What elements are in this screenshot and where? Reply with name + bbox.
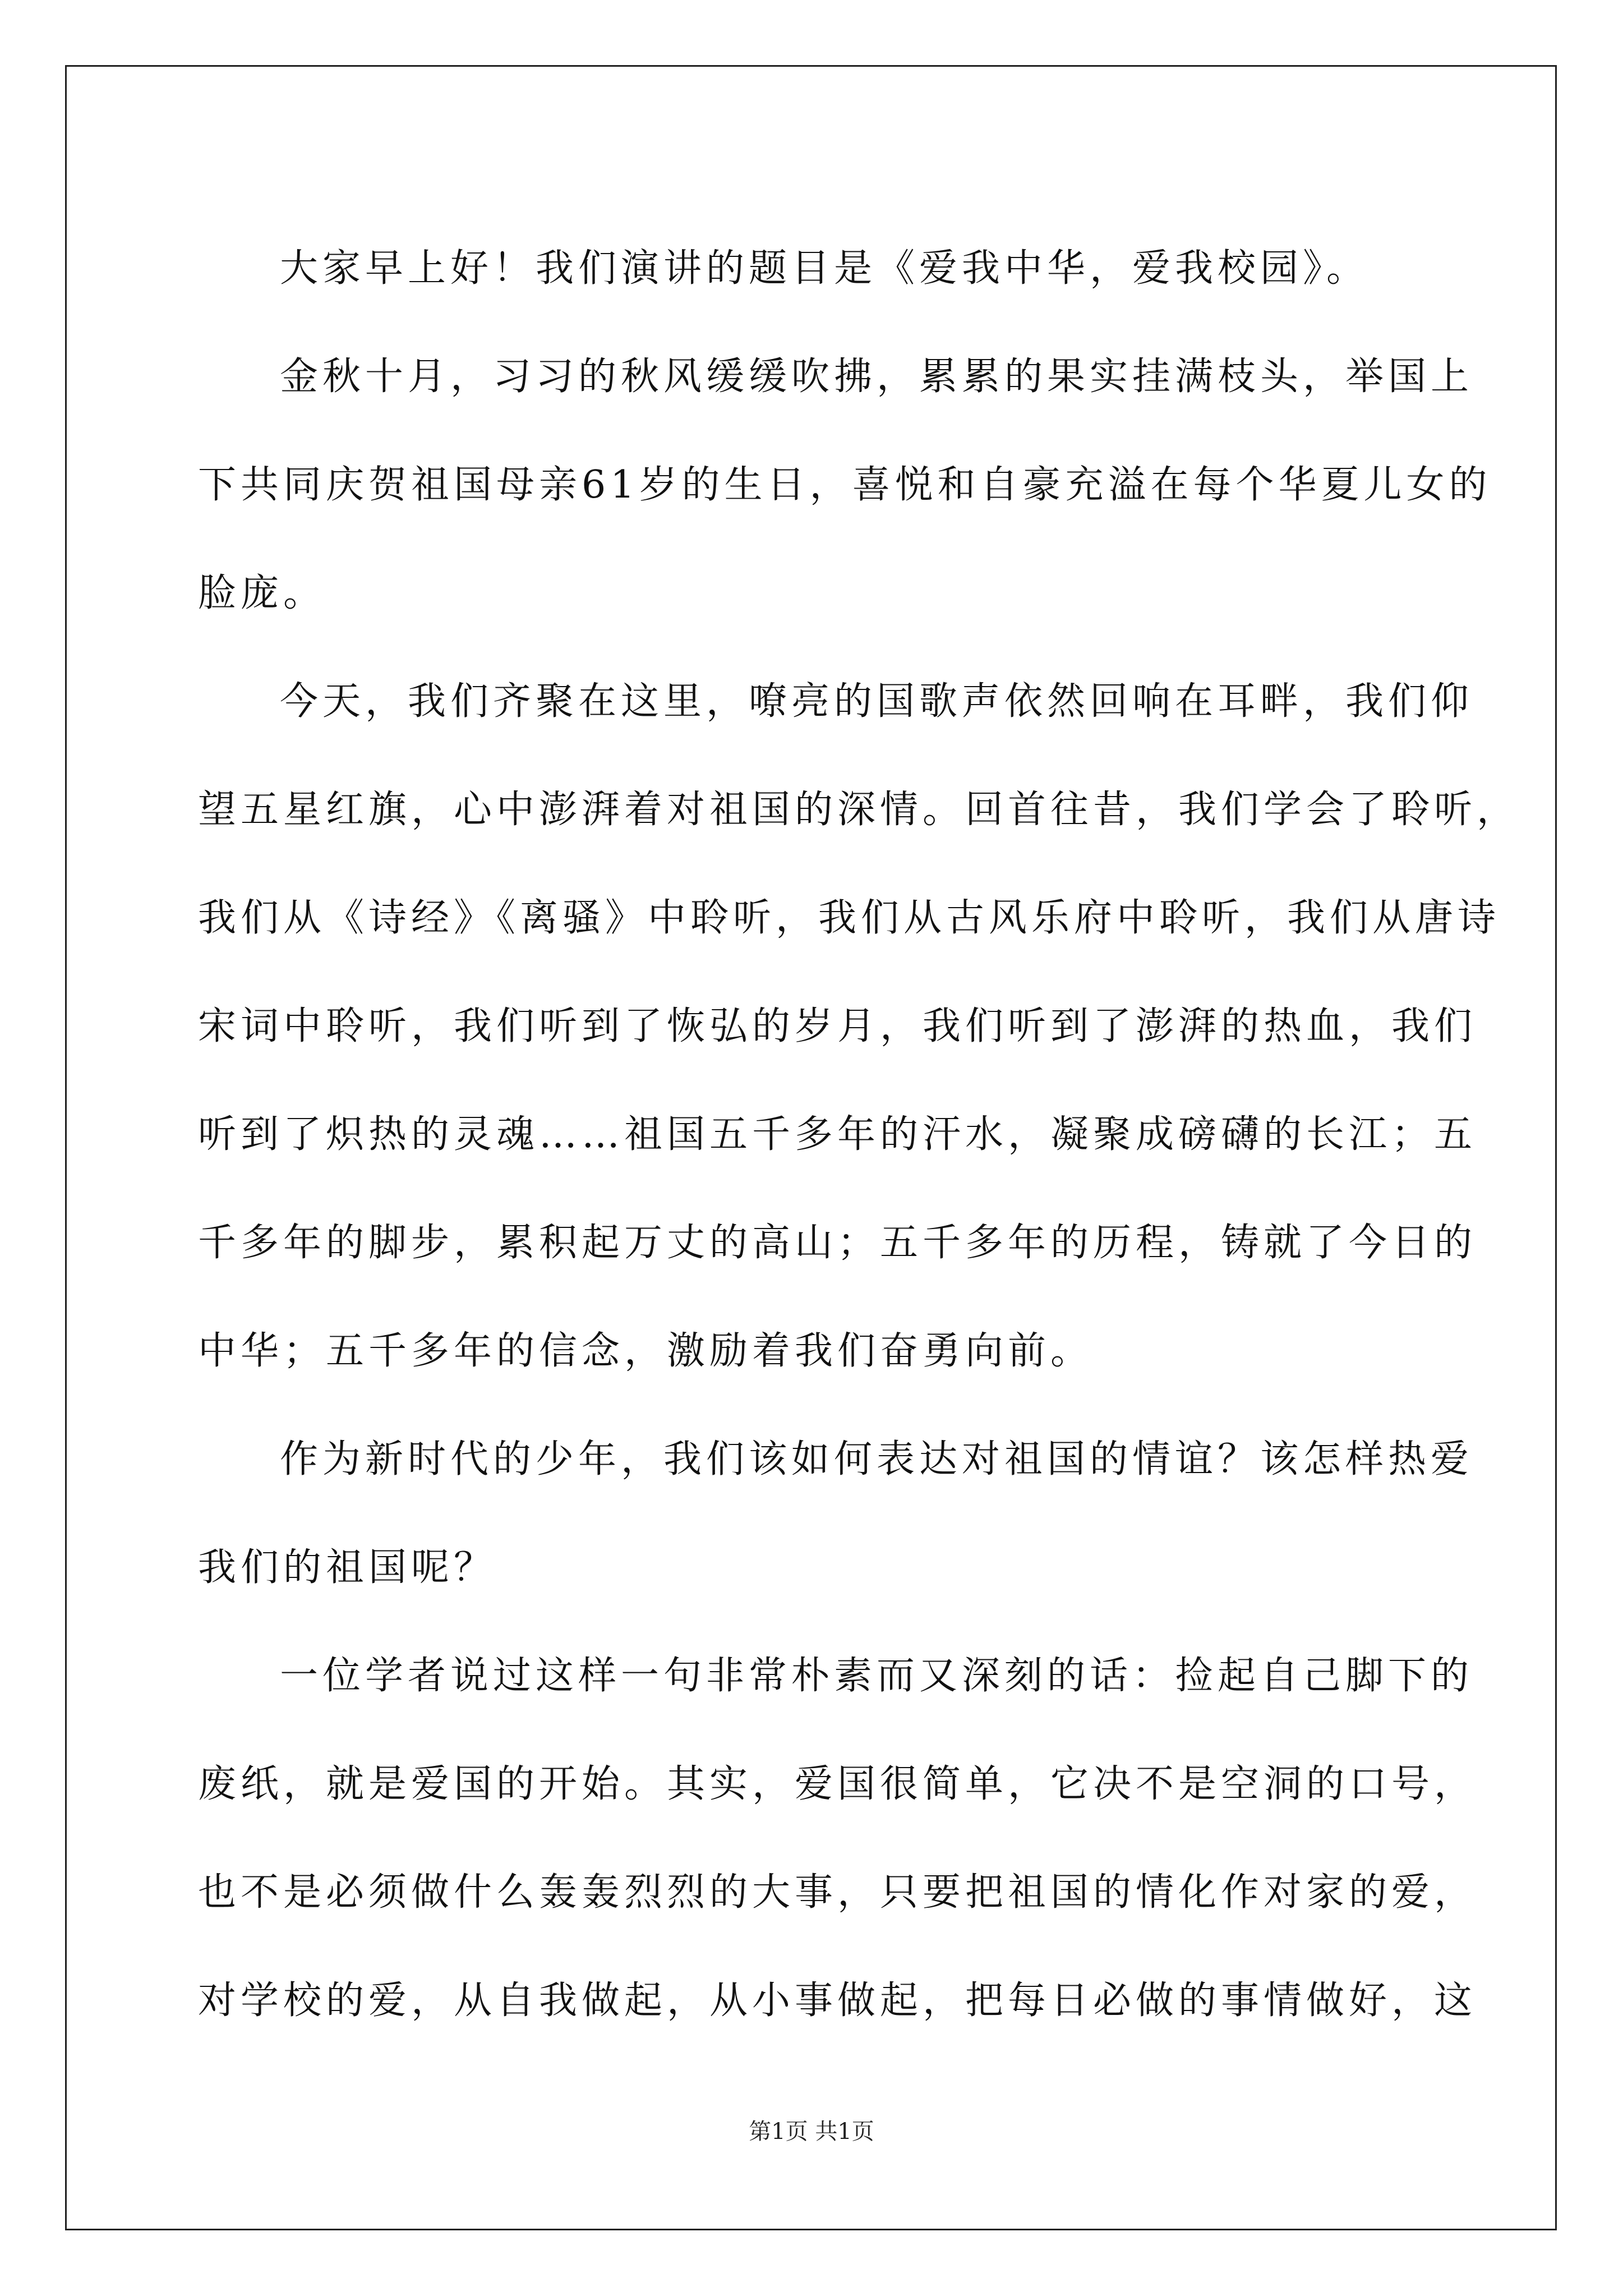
page-number-label: 第1页 共1页 bbox=[749, 2119, 874, 2145]
text-line: 脸庞。 bbox=[198, 571, 326, 615]
text-line: 大家早上好！我们演讲的题目是《爱我中华，爱我校园》。 bbox=[280, 246, 1370, 291]
text-line: 我们的祖国呢？ bbox=[198, 1545, 497, 1590]
text-line: 对学校的爱，从自我做起，从小事做起，把每日必做的事情做好，这 bbox=[198, 1978, 1477, 2023]
text-line: 望五星红旗，心中澎湃着对祖国的深情。回首往昔，我们学会了聆听， bbox=[198, 788, 1520, 832]
text-line: 中华；五千多年的信念，激励着我们奋勇向前。 bbox=[198, 1329, 1094, 1373]
text-line: 也不是必须做什么轰轰烈烈的大事，只要把祖国的情化作对家的爱， bbox=[198, 1870, 1477, 1915]
page-footer bbox=[0, 2115, 1623, 2148]
text-line: 千多年的脚步，累积起万丈的高山；五千多年的历程，铸就了今日的 bbox=[198, 1221, 1477, 1265]
text-line: 听到了炽热的灵魂……祖国五千多年的汗水，凝聚成磅礴的长江；五 bbox=[198, 1112, 1477, 1157]
text-line: 废纸，就是爱国的开始。其实，爱国很简单，它决不是空洞的口号， bbox=[198, 1762, 1477, 1806]
document-body bbox=[198, 214, 1520, 2055]
text-line: 下共同庆贺祖国母亲61岁的生日，喜悦和自豪充溢在每个华夏儿女的 bbox=[198, 463, 1492, 507]
text-line: 一位学者说过这样一句非常朴素而又深刻的话：捡起自己脚下的 bbox=[280, 1654, 1474, 1698]
text-line: 宋词中聆听，我们听到了恢弘的岁月，我们听到了澎湃的热血，我们 bbox=[198, 1004, 1477, 1048]
text-line: 今天，我们齐聚在这里，嘹亮的国歌声依然回响在耳畔，我们仰 bbox=[280, 679, 1474, 724]
text-line: 我们从《诗经》《离骚》中聆听，我们从古风乐府中聆听，我们从唐诗 bbox=[198, 896, 1501, 940]
text-line: 金秋十月，习习的秋风缓缓吹拂，累累的果实挂满枝头，举国上 bbox=[280, 355, 1474, 399]
text-line: 作为新时代的少年，我们该如何表达对祖国的情谊？该怎样热爱 bbox=[280, 1437, 1474, 1481]
